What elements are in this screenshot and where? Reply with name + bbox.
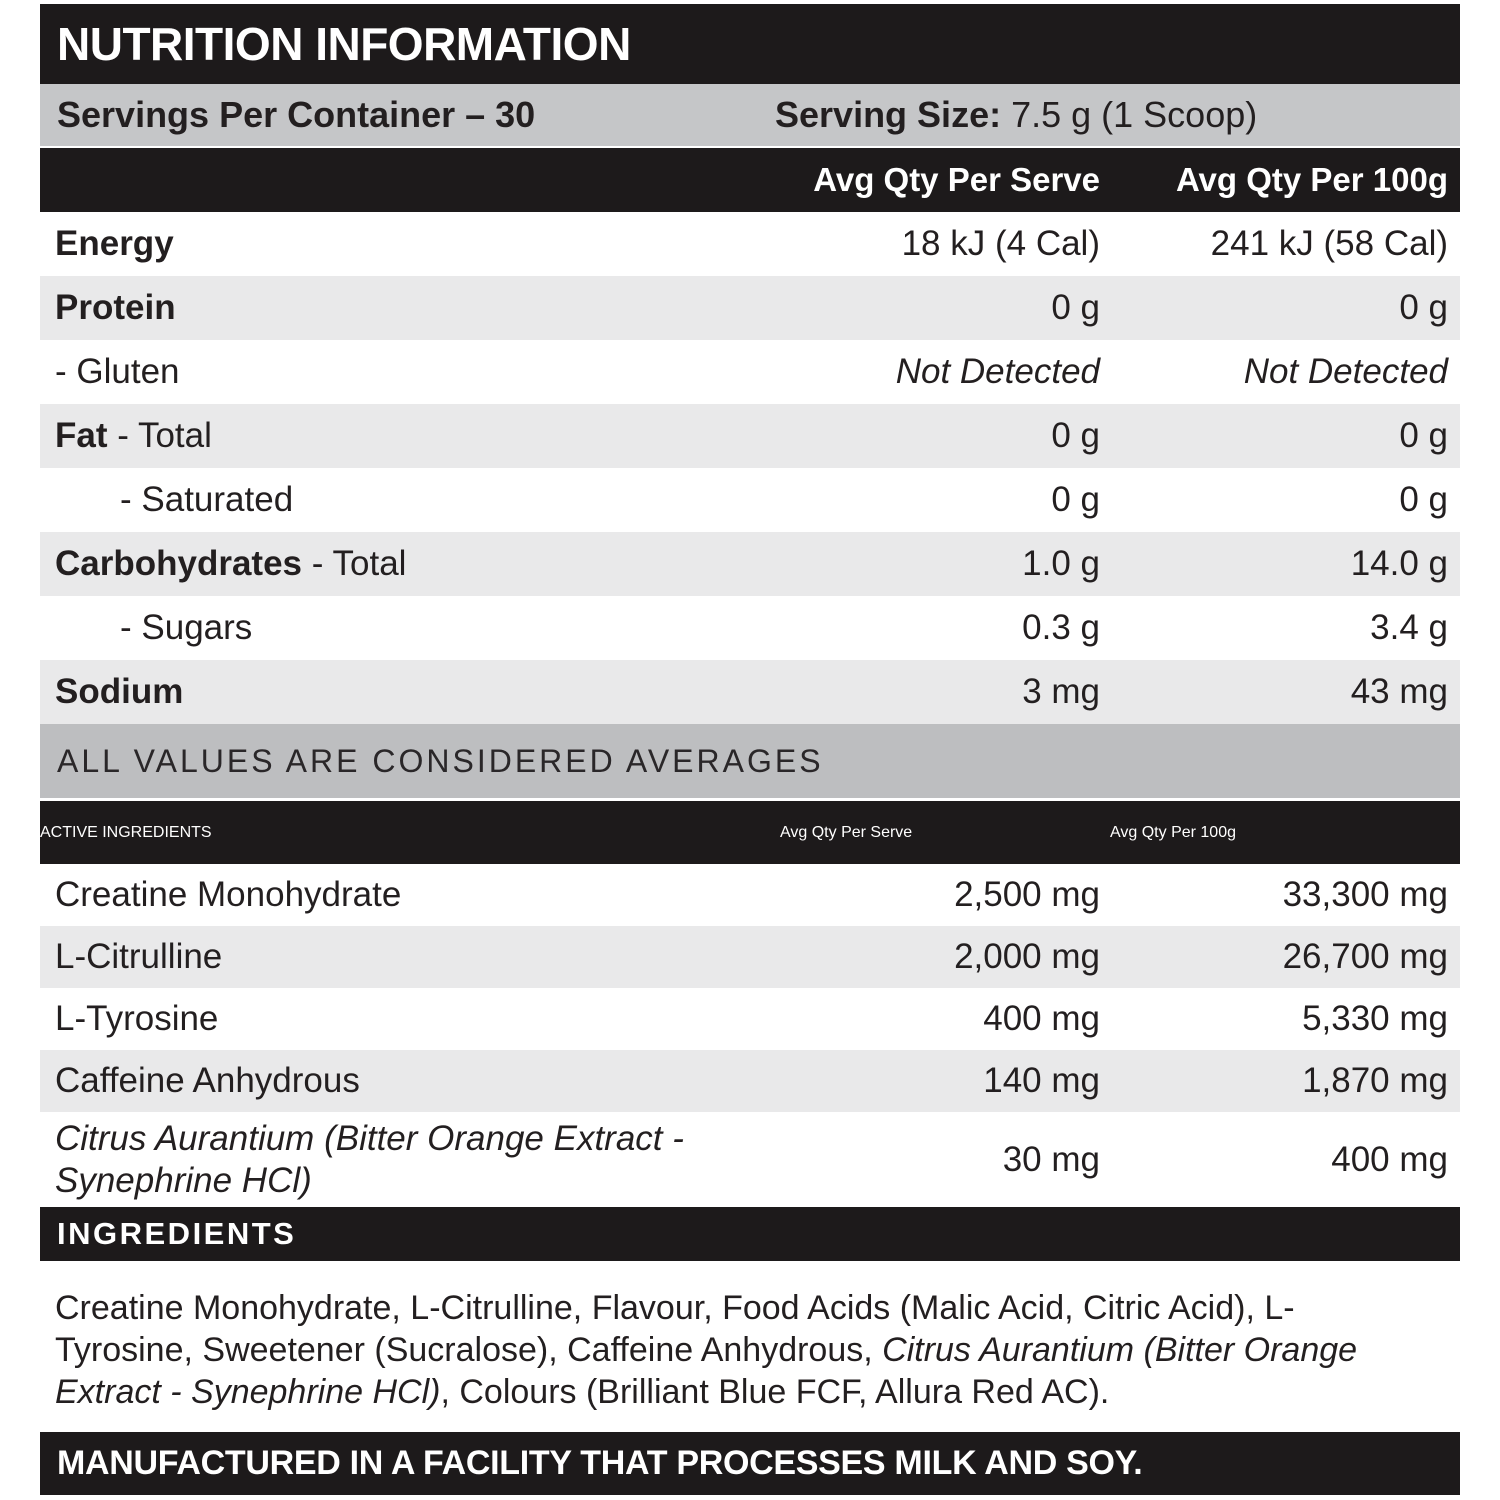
- value-per-serve: 1.0 g: [1022, 544, 1100, 583]
- nutrient-name: Carbohydrates - Total: [55, 544, 407, 583]
- ingredients-text: Creatine Monohydrate, L-Citrulline, Flavour, Food Acids (Malic Acid, Citric Acid), L-Tyrosine, Sweetener (Sucralose), Caffeine Anhydrous,: [55, 1289, 1295, 1369]
- ingredients-bar: [40, 1207, 1460, 1261]
- value-per-serve: 0.3 g: [1022, 608, 1100, 647]
- nutrient-name: Fat - Total: [55, 416, 212, 455]
- value-per-serve: 0 g: [1051, 416, 1100, 455]
- active-column-per-serve: Avg Qty Per Serve: [780, 823, 913, 841]
- nutrition-row-fat-total: [40, 404, 1460, 468]
- value-per-serve: Not Detected: [895, 352, 1100, 391]
- value-per-serve: 30 mg: [1002, 1139, 1100, 1179]
- ingredient-name: Citrus Aurantium (Bitter Orange Extract - Synephrine HCl): [55, 1119, 684, 1200]
- nutrition-row-sodium: [40, 660, 1460, 724]
- active-ingredients-title: ACTIVE INGREDIENTS: [40, 823, 212, 841]
- ingredient-name: Caffeine Anhydrous: [55, 1061, 360, 1100]
- active-row-caffeine: [40, 1050, 1460, 1112]
- ingredient-name: L-Tyrosine: [55, 999, 219, 1038]
- ingredients-list: [55, 1287, 1410, 1413]
- page-title: NUTRITION INFORMATION: [57, 18, 631, 70]
- value-per-serve: 2,500 mg: [954, 875, 1100, 914]
- nutrition-row-energy: [40, 212, 1460, 276]
- value-per-100g: 400 mg: [1331, 1139, 1448, 1179]
- value-per-100g: 1,870 mg: [1302, 1061, 1448, 1100]
- active-row-citrulline: [40, 926, 1460, 988]
- value-per-100g: 33,300 mg: [1282, 875, 1448, 914]
- averages-note-band: [40, 724, 1460, 798]
- value-per-100g: 3.4 g: [1370, 608, 1448, 647]
- value-per-100g: 5,330 mg: [1302, 999, 1448, 1038]
- servings-per-container: Servings Per Container – 30: [57, 94, 536, 135]
- active-row-citrus-aurantium: [40, 1112, 1460, 1207]
- value-per-serve: 2,000 mg: [954, 937, 1100, 976]
- value-per-100g: 43 mg: [1350, 672, 1448, 711]
- nutrient-name: Protein: [55, 288, 176, 327]
- active-row-tyrosine: [40, 988, 1460, 1050]
- column-header-per-100g: Avg Qty Per 100g: [1175, 161, 1448, 198]
- value-per-serve: 140 mg: [983, 1061, 1100, 1100]
- serving-info-band: [40, 84, 1460, 146]
- allergen-statement: MANUFACTURED IN A FACILITY THAT PROCESSES MILK AND SOY.: [57, 1444, 1143, 1482]
- nutrient-name: - Sugars: [120, 608, 253, 647]
- value-per-100g: 0 g: [1399, 288, 1448, 327]
- nutrient-name: - Gluten: [55, 352, 180, 391]
- value-per-100g: 0 g: [1399, 480, 1448, 519]
- serving-size-value: 7.5 g (1 Scoop): [1011, 94, 1258, 135]
- value-per-100g: 14.0 g: [1350, 544, 1448, 583]
- value-per-100g: 26,700 mg: [1282, 937, 1448, 976]
- nutrition-row-saturated: [40, 468, 1460, 532]
- value-per-serve: 0 g: [1051, 288, 1100, 327]
- value-per-100g: 0 g: [1399, 416, 1448, 455]
- ingredient-name: Creatine Monohydrate: [55, 875, 402, 914]
- ingredient-name: L-Citrulline: [55, 937, 223, 976]
- value-per-100g: Not Detected: [1243, 352, 1448, 391]
- ingredients-title: INGREDIENTS: [57, 1216, 297, 1251]
- column-header-bar: [40, 148, 1460, 212]
- averages-note: ALL VALUES ARE CONSIDERED AVERAGES: [57, 742, 824, 779]
- ingredients-text-italic: Citrus Aurantium (Bitter Orange Extract - Synephrine HCl): [55, 1331, 1358, 1411]
- nutrition-row-protein: [40, 276, 1460, 340]
- nutrient-name: - Saturated: [120, 480, 294, 519]
- value-per-serve: 18 kJ (4 Cal): [901, 224, 1100, 263]
- nutrition-row-sugars: [40, 596, 1460, 660]
- active-ingredients-bar: [40, 801, 1460, 864]
- value-per-serve: 3 mg: [1022, 672, 1100, 711]
- nutrient-name: Sodium: [55, 672, 184, 711]
- allergen-bar: [40, 1432, 1460, 1495]
- serving-size: [775, 84, 1257, 146]
- nutrition-row-gluten: [40, 340, 1460, 404]
- column-header-per-serve: Avg Qty Per Serve: [813, 161, 1100, 198]
- ingredients-text: , Colours (Brilliant Blue FCF, Allura Red AC).: [440, 1373, 1110, 1411]
- value-per-100g: 241 kJ (58 Cal): [1210, 224, 1448, 263]
- nutrient-name: Energy: [55, 224, 174, 263]
- value-per-serve: 0 g: [1051, 480, 1100, 519]
- active-row-creatine: [40, 864, 1460, 926]
- active-column-per-100g: Avg Qty Per 100g: [1110, 823, 1236, 841]
- nutrition-row-carbohydrates: [40, 532, 1460, 596]
- value-per-serve: 400 mg: [983, 999, 1100, 1038]
- title-bar: [40, 4, 1460, 84]
- serving-size-label: Serving Size:: [775, 94, 1002, 135]
